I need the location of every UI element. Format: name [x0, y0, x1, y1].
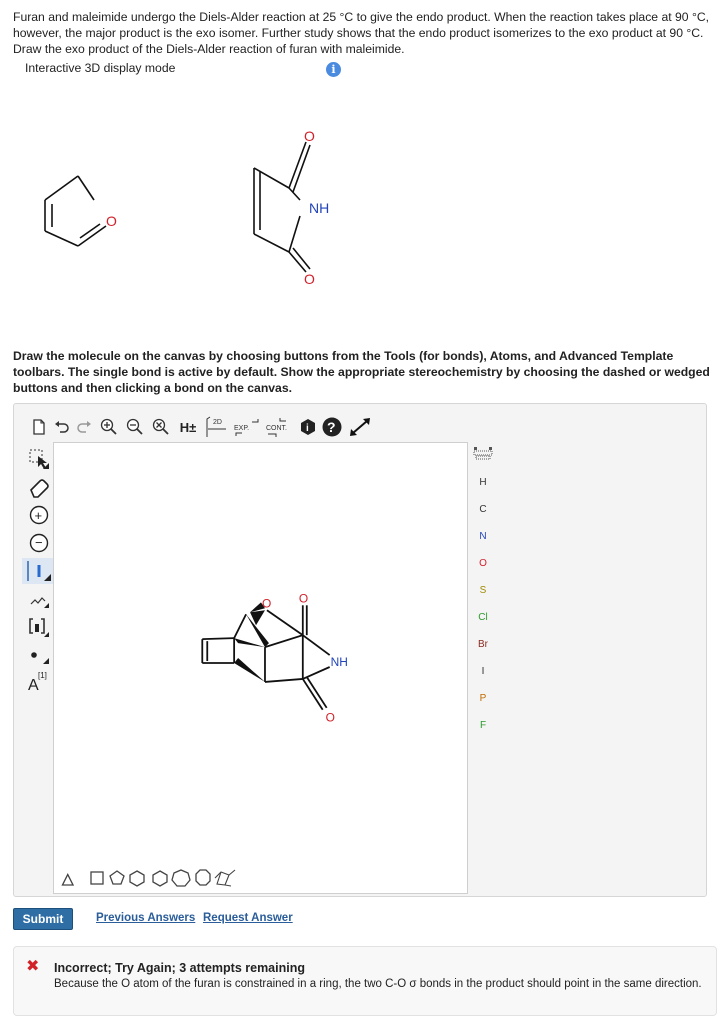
carbonyl-oxygen-bottom: O — [325, 710, 335, 725]
maleimide-oxygen-top: O — [304, 128, 315, 144]
atom-n-button[interactable]: N — [479, 531, 487, 542]
undo-icon[interactable] — [52, 416, 72, 438]
left-toolbar — [22, 444, 56, 704]
expand-label: EXP. — [234, 425, 250, 432]
clean-2d-label: 2D — [213, 419, 222, 426]
atoms-toolbar — [470, 444, 496, 744]
expand-button[interactable] — [232, 416, 260, 438]
single-bond-tool[interactable] — [22, 558, 56, 584]
atom-c-button[interactable]: C — [479, 504, 487, 515]
feedback-panel — [13, 946, 717, 1016]
submit-button[interactable]: Submit — [13, 908, 73, 930]
cyclohexane-template — [130, 871, 144, 886]
contract-label: CONT. — [266, 425, 287, 432]
feedback-title: Incorrect; Try Again; 3 attempts remaining — [54, 961, 305, 975]
atom-index-label: [1] — [38, 671, 47, 680]
eraser-icon[interactable] — [22, 474, 56, 500]
new-document-icon[interactable] — [28, 416, 50, 438]
zoom-in-icon[interactable] — [98, 416, 120, 438]
atom-h-button[interactable]: H — [479, 477, 487, 488]
cyclohexane-chair-template — [215, 870, 235, 886]
positive-charge-button[interactable] — [22, 502, 56, 528]
incorrect-icon: ✖ — [26, 958, 40, 975]
svg-text:?: ? — [327, 419, 336, 435]
wedge-bond — [234, 658, 265, 682]
positive-charge-label: + — [34, 508, 43, 523]
request-answer-link[interactable]: Request Answer — [203, 912, 293, 924]
atom-br-button[interactable]: Br — [478, 639, 488, 650]
svg-text:i: i — [306, 423, 309, 434]
bracket-tool-icon[interactable] — [22, 614, 56, 640]
display-mode-label[interactable]: Interactive 3D display mode — [25, 61, 176, 75]
chain-tool-icon[interactable] — [22, 586, 56, 612]
atom-label-glyph: A — [28, 677, 39, 694]
question-text: Furan and maleimide undergo the Diels-Alder reaction at 25 °C to give the endo product. When the reaction takes place at 90 °C, however, the major product is the exo isomer. Further study shows that the endo product isomerizes to the exo product at 90 °C. Draw the exo product of the Diels-Alder reaction of furan with maleimide. — [13, 10, 710, 56]
drawing-canvas[interactable] — [53, 442, 468, 894]
help-icon[interactable] — [320, 416, 344, 438]
explicit-hydrogens-button[interactable]: H± — [179, 419, 197, 435]
radical-tool-icon[interactable] — [22, 642, 56, 668]
furan-structure — [45, 176, 106, 246]
furan-oxygen: O — [106, 213, 117, 229]
select-tool-icon[interactable] — [22, 446, 56, 472]
cycloheptane-template — [172, 870, 190, 886]
maleimide-structure — [254, 142, 310, 272]
clear-zoom-icon[interactable] — [150, 416, 172, 438]
negative-charge-button[interactable] — [22, 530, 56, 556]
contract-button[interactable] — [264, 416, 294, 438]
wedge-bond — [234, 638, 265, 647]
drawing-instructions: Draw the molecule on the canvas by choosing buttons from the Tools (for bonds), Atoms, and Advanced Template toolbars. The single bond is active by default. Show the appropriate stereochemistry by choosing the dashed or wedged buttons and then clicking a bond on the canvas. — [13, 349, 710, 395]
cyclopropane-template — [63, 875, 74, 886]
feedback-message: Because the O atom of the furan is constrained in a ring, the two C-O σ bonds in the product should point in the same direction. — [54, 978, 702, 990]
benzene-template — [153, 871, 167, 886]
periodic-table-icon[interactable] — [470, 446, 496, 464]
molecule-editor — [13, 403, 707, 897]
info-icon[interactable]: i — [326, 62, 341, 77]
imide-nh: NH — [330, 655, 348, 670]
fullscreen-icon[interactable] — [346, 416, 374, 438]
clean-2d-button[interactable] — [204, 416, 228, 438]
atom-s-button[interactable]: S — [479, 585, 487, 596]
redo-icon[interactable] — [74, 416, 94, 438]
atom-p-button[interactable]: P — [479, 693, 487, 704]
cyclobutane-template — [91, 872, 103, 884]
bridge-oxygen: O — [261, 596, 272, 611]
previous-answers-link[interactable]: Previous Answers — [96, 912, 196, 924]
display-mode-row — [25, 61, 345, 79]
info-icon[interactable] — [298, 416, 318, 438]
carbonyl-oxygen-top: O — [298, 591, 309, 606]
cyclopentane-template — [110, 871, 124, 884]
maleimide-oxygen-bottom: O — [304, 271, 315, 287]
atom-o-button[interactable]: O — [479, 558, 487, 569]
template-toolbar — [59, 866, 279, 890]
bridge-bond — [265, 635, 303, 647]
drawn-molecule — [202, 605, 329, 709]
zoom-out-icon[interactable] — [124, 416, 146, 438]
cyclooctane-template — [196, 870, 210, 885]
atom-i-button[interactable]: I — [481, 666, 485, 677]
atom-cl-button[interactable]: Cl — [478, 612, 488, 623]
atom-label-tool[interactable] — [22, 668, 56, 694]
negative-charge-label: − — [35, 535, 43, 550]
maleimide-nh: NH — [309, 200, 330, 216]
reactant-structures — [30, 120, 350, 295]
atom-f-button[interactable]: F — [479, 720, 487, 731]
top-toolbar — [28, 414, 388, 442]
